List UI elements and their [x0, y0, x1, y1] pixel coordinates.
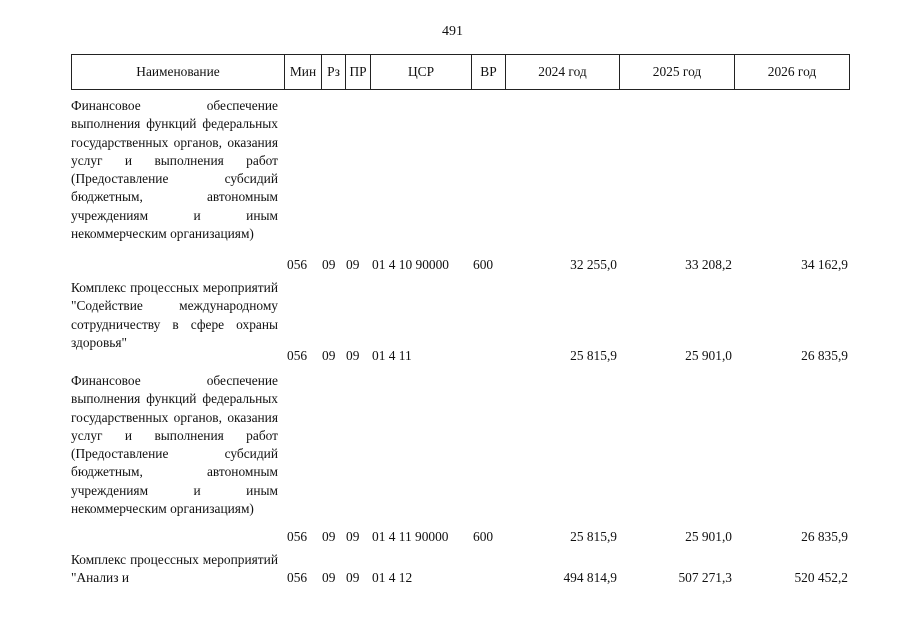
row-pr: 09 [346, 348, 360, 363]
header-min: Мин [285, 55, 322, 89]
row-rz: 09 [322, 529, 336, 544]
row-2025: 33 208,2 [685, 257, 732, 272]
row-min: 056 [287, 257, 308, 272]
row-pr: 09 [346, 570, 360, 585]
row-min: 056 [287, 348, 308, 363]
row-rz: 09 [322, 348, 336, 363]
row-min: 056 [287, 529, 308, 544]
row-csr: 01 4 11 [372, 348, 412, 363]
page-number: 491 [442, 24, 463, 39]
row-rz: 09 [322, 570, 336, 585]
row-rz: 09 [322, 257, 336, 272]
table-header [71, 54, 850, 90]
row-name: Финансовое обеспечение выполнения функций федеральных государственных органов, оказания услуг и выполнения работ (Предоставление субсидий бюджетным, автономным учреждениям и иным некоммерческим организациям) [71, 373, 278, 517]
row-2026: 26 835,9 [801, 348, 848, 363]
row-csr: 01 4 10 90000 [372, 257, 449, 272]
row-vr: 600 [473, 529, 494, 544]
row-2025: 25 901,0 [685, 529, 732, 544]
row-name: Финансовое обеспечение выполнения функций федеральных государственных органов, оказания услуг и выполнения работ (Предоставление субсидий бюджетным, автономным учреждениям и иным некоммерческим организациям) [71, 98, 278, 242]
row-2025: 507 271,3 [678, 570, 732, 585]
row-2024: 25 815,9 [570, 529, 617, 544]
row-min: 056 [287, 570, 308, 585]
row-2024: 25 815,9 [570, 348, 617, 363]
row-2025: 25 901,0 [685, 348, 732, 363]
row-2026: 34 162,9 [801, 257, 848, 272]
row-pr: 09 [346, 529, 360, 544]
header-rz: Рз [322, 55, 346, 89]
row-name: Комплекс процессных мероприятий "Содействие международному сотрудничеству в сфере охраны здоровья" [71, 280, 278, 350]
row-2026: 520 452,2 [794, 570, 848, 585]
header-2024: 2024 год [506, 55, 620, 89]
row-csr: 01 4 12 [372, 570, 413, 585]
header-pr: ПР [346, 55, 371, 89]
row-name: Комплекс процессных мероприятий "Анализ и [71, 552, 278, 586]
row-vr: 600 [473, 257, 494, 272]
row-pr: 09 [346, 257, 360, 272]
row-2024: 494 814,9 [563, 570, 617, 585]
header-2026: 2026 год [767, 64, 817, 79]
header-2025: 2025 год [620, 55, 735, 89]
row-2024: 32 255,0 [570, 257, 617, 272]
row-2026: 26 835,9 [801, 529, 848, 544]
header-vr: ВР [472, 55, 506, 89]
row-csr: 01 4 11 90000 [372, 529, 449, 544]
header-csr: ЦСР [371, 55, 472, 89]
header-name: Наименование [72, 55, 285, 89]
